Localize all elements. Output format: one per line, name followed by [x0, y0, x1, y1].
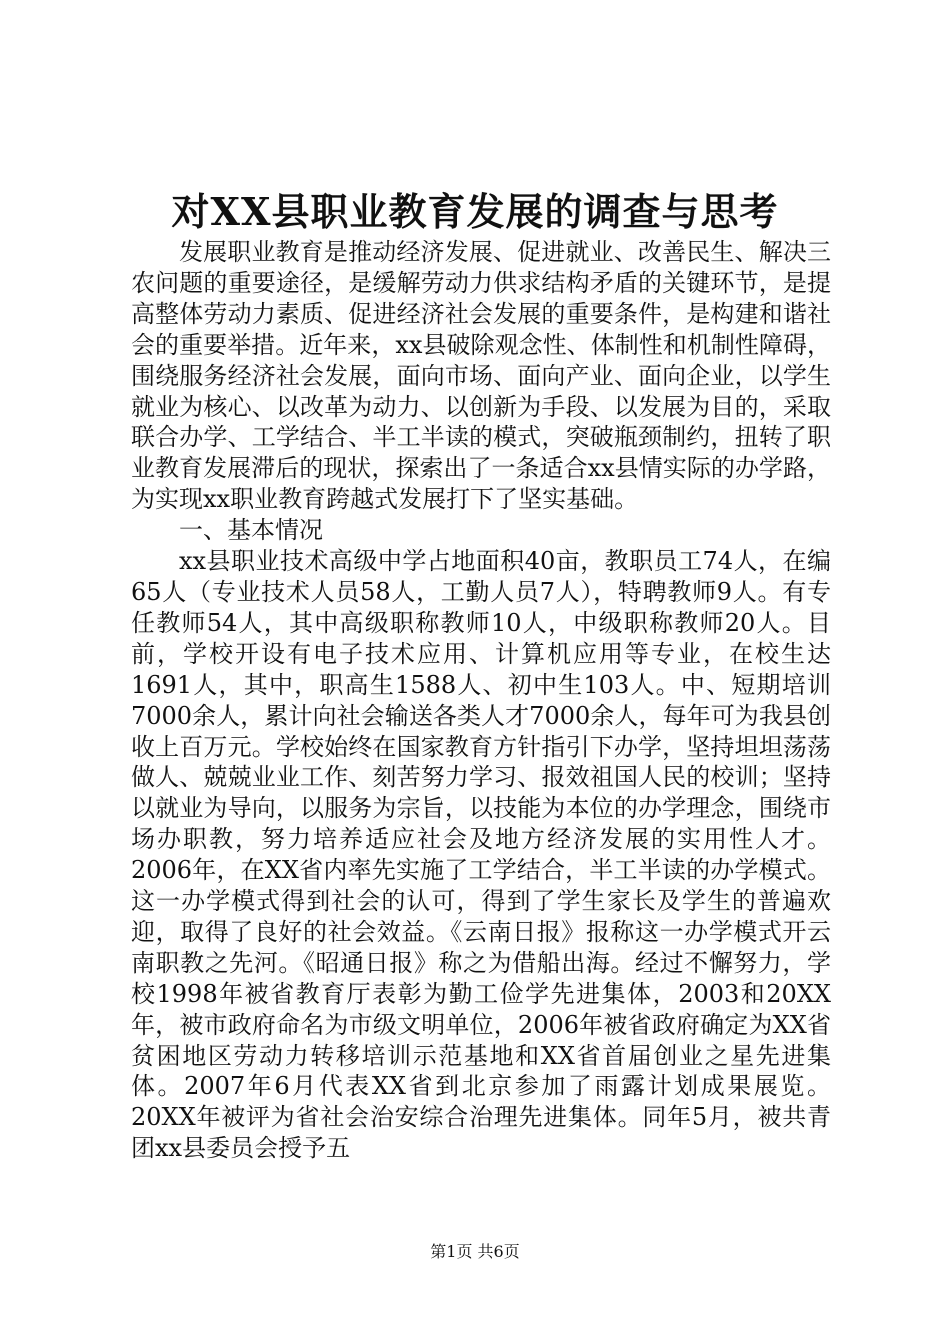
paragraph-intro: 发展职业教育是推动经济发展、促进就业、改善民生、解决三农问题的重要途径，是缓解劳动力供求结构矛盾的关键环节，是提高整体劳动力素质、促进经济社会发展的重要条件，是构建和谐社会的重要举措。近年来，xx县破除观念性、体制性和机制性障碍，围绕服务经济社会发展，面向市场、面向产业、面向企业，以学生就业为核心、以改革为动力、以创新为手段、以发展为目的，采取联合办学、工学结合、半工半读的模式，突破瓶颈制约，扭转了职业教育发展滞后的现状，探索出了一条适合xx县情实际的办学路，为实现xx职业教育跨越式发展打下了坚实基础。 [131, 238, 831, 514]
section-heading-basic-situation: 一、基本情况 [179, 516, 323, 545]
document-body [131, 237, 831, 1164]
document-title: 对XX县职业教育发展的调查与思考 [171, 189, 779, 234]
page-footer: 第1页 共6页 [430, 1242, 520, 1261]
paragraph-basic-situation: xx县职业技术高级中学占地面积40亩，教职员工74人，在编65人（专业技术人员58人，工勤人员7人），特聘教师9人。有专任教师54人，其中高级职称教师10人，中级职称教师20人。目前，学校开设有电子技术应用、计算机应用等专业，在校生达1691人，其中，职高生1588人、初中生103人。中、短期培训7000余人，累计向社会输送各类人才7000余人，每年可为我县创收上百万元。学校始终在国家教育方针指引下办学，坚持坦坦荡荡做人、兢兢业业工作、刻苦努力学习、报效祖国人民的校训；坚持以就业为导向，以服务为宗旨，以技能为本位的办学理念，围绕市场办职教，努力培养适应社会及地方经济发展的实用性人才。2006年，在XX省内率先实施了工学结合，半工半读的办学模式。这一办学模式得到社会的认可，得到了学生家长及学生的普遍欢迎，取得了良好的社会效益。《云南日报》报称这一办学模式开云南职教之先河。《昭通日报》称之为借船出海。经过不懈努力，学校1998年被省教育厅表彰为勤工俭学先进集体，2003和20XX年，被市政府命名为市级文明单位，2006年被省政府确定为XX省贫困地区劳动力转移培训示范基地和XX省首届创业之星先进集体。2007年6月代表XX省到北京参加了雨露计划成果展览。20XX年被评为省社会治安综合治理先进集体。同年5月，被共青团xx县委员会授予五 [131, 547, 831, 1163]
